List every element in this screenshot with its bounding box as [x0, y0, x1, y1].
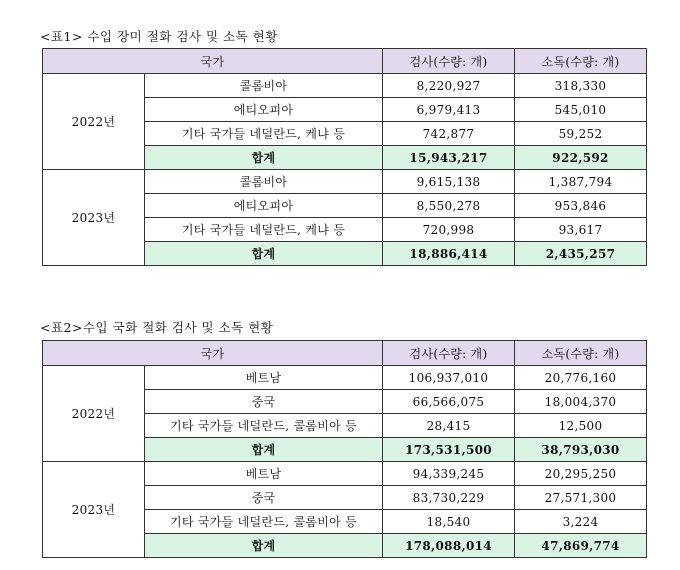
table1-caption: <표1> 수입 장미 절화 검사 및 소독 현황	[40, 29, 278, 44]
total-inspection: 178,088,014	[383, 534, 515, 558]
disinfection-cell: 20,776,160	[515, 366, 647, 390]
table-header-row	[43, 341, 647, 366]
disinfection-cell: 953,846	[515, 194, 647, 218]
header-disinfection: 소독(수량: 개)	[515, 49, 647, 74]
country-cell: 콜롬비아	[145, 74, 383, 98]
total-label: 합계	[145, 146, 383, 170]
inspection-cell: 28,415	[383, 414, 515, 438]
header-disinfection: 소독(수량: 개)	[515, 341, 647, 366]
total-disinfection: 922,592	[515, 146, 647, 170]
disinfection-cell: 545,010	[515, 98, 647, 122]
year-cell: 2023년	[43, 170, 145, 266]
disinfection-cell: 27,571,300	[515, 486, 647, 510]
year-cell: 2022년	[43, 366, 145, 462]
total-disinfection: 38,793,030	[515, 438, 647, 462]
country-cell: 기타 국가들 네덜란드, 케냐 등	[145, 218, 383, 242]
inspection-cell: 9,615,138	[383, 170, 515, 194]
country-cell: 기타 국가들 네덜란드, 콜롬비아 등	[145, 510, 383, 534]
disinfection-cell: 318,330	[515, 74, 647, 98]
rose-inspection-table	[42, 48, 647, 266]
year-cell: 2023년	[43, 462, 145, 558]
table2-caption: <표2>수입 국화 절화 검사 및 소독 현황	[40, 320, 274, 335]
country-cell: 중국	[145, 390, 383, 414]
inspection-cell: 742,877	[383, 122, 515, 146]
table-row	[43, 366, 647, 390]
total-inspection: 15,943,217	[383, 146, 515, 170]
inspection-cell: 720,998	[383, 218, 515, 242]
country-cell: 에티오피아	[145, 98, 383, 122]
inspection-cell: 18,540	[383, 510, 515, 534]
total-inspection: 18,886,414	[383, 242, 515, 266]
inspection-cell: 83,730,229	[383, 486, 515, 510]
inspection-cell: 106,937,010	[383, 366, 515, 390]
header-country: 국가	[43, 49, 383, 74]
chrysanthemum-inspection-table	[42, 340, 647, 558]
inspection-cell: 8,220,927	[383, 74, 515, 98]
country-cell: 콜롬비아	[145, 170, 383, 194]
disinfection-cell: 59,252	[515, 122, 647, 146]
country-cell: 베트남	[145, 366, 383, 390]
header-inspection: 검사(수량: 개)	[383, 49, 515, 74]
table-header-row	[43, 49, 647, 74]
inspection-cell: 94,339,245	[383, 462, 515, 486]
table-row	[43, 170, 647, 194]
total-inspection: 173,531,500	[383, 438, 515, 462]
disinfection-cell: 20,295,250	[515, 462, 647, 486]
total-label: 합계	[145, 534, 383, 558]
disinfection-cell: 12,500	[515, 414, 647, 438]
inspection-cell: 66,566,075	[383, 390, 515, 414]
total-disinfection: 47,869,774	[515, 534, 647, 558]
table-row	[43, 462, 647, 486]
disinfection-cell: 18,004,370	[515, 390, 647, 414]
country-cell: 기타 국가들 네덜란드, 케냐 등	[145, 122, 383, 146]
header-country: 국가	[43, 341, 383, 366]
header-inspection: 검사(수량: 개)	[383, 341, 515, 366]
country-cell: 기타 국가들 네덜란드, 콜롬비아 등	[145, 414, 383, 438]
inspection-cell: 6,979,413	[383, 98, 515, 122]
total-disinfection: 2,435,257	[515, 242, 647, 266]
disinfection-cell: 93,617	[515, 218, 647, 242]
year-cell: 2022년	[43, 74, 145, 170]
disinfection-cell: 3,224	[515, 510, 647, 534]
total-label: 합계	[145, 438, 383, 462]
country-cell: 에티오피아	[145, 194, 383, 218]
disinfection-cell: 1,387,794	[515, 170, 647, 194]
country-cell: 베트남	[145, 462, 383, 486]
inspection-cell: 8,550,278	[383, 194, 515, 218]
country-cell: 중국	[145, 486, 383, 510]
table-row	[43, 74, 647, 98]
total-label: 합계	[145, 242, 383, 266]
